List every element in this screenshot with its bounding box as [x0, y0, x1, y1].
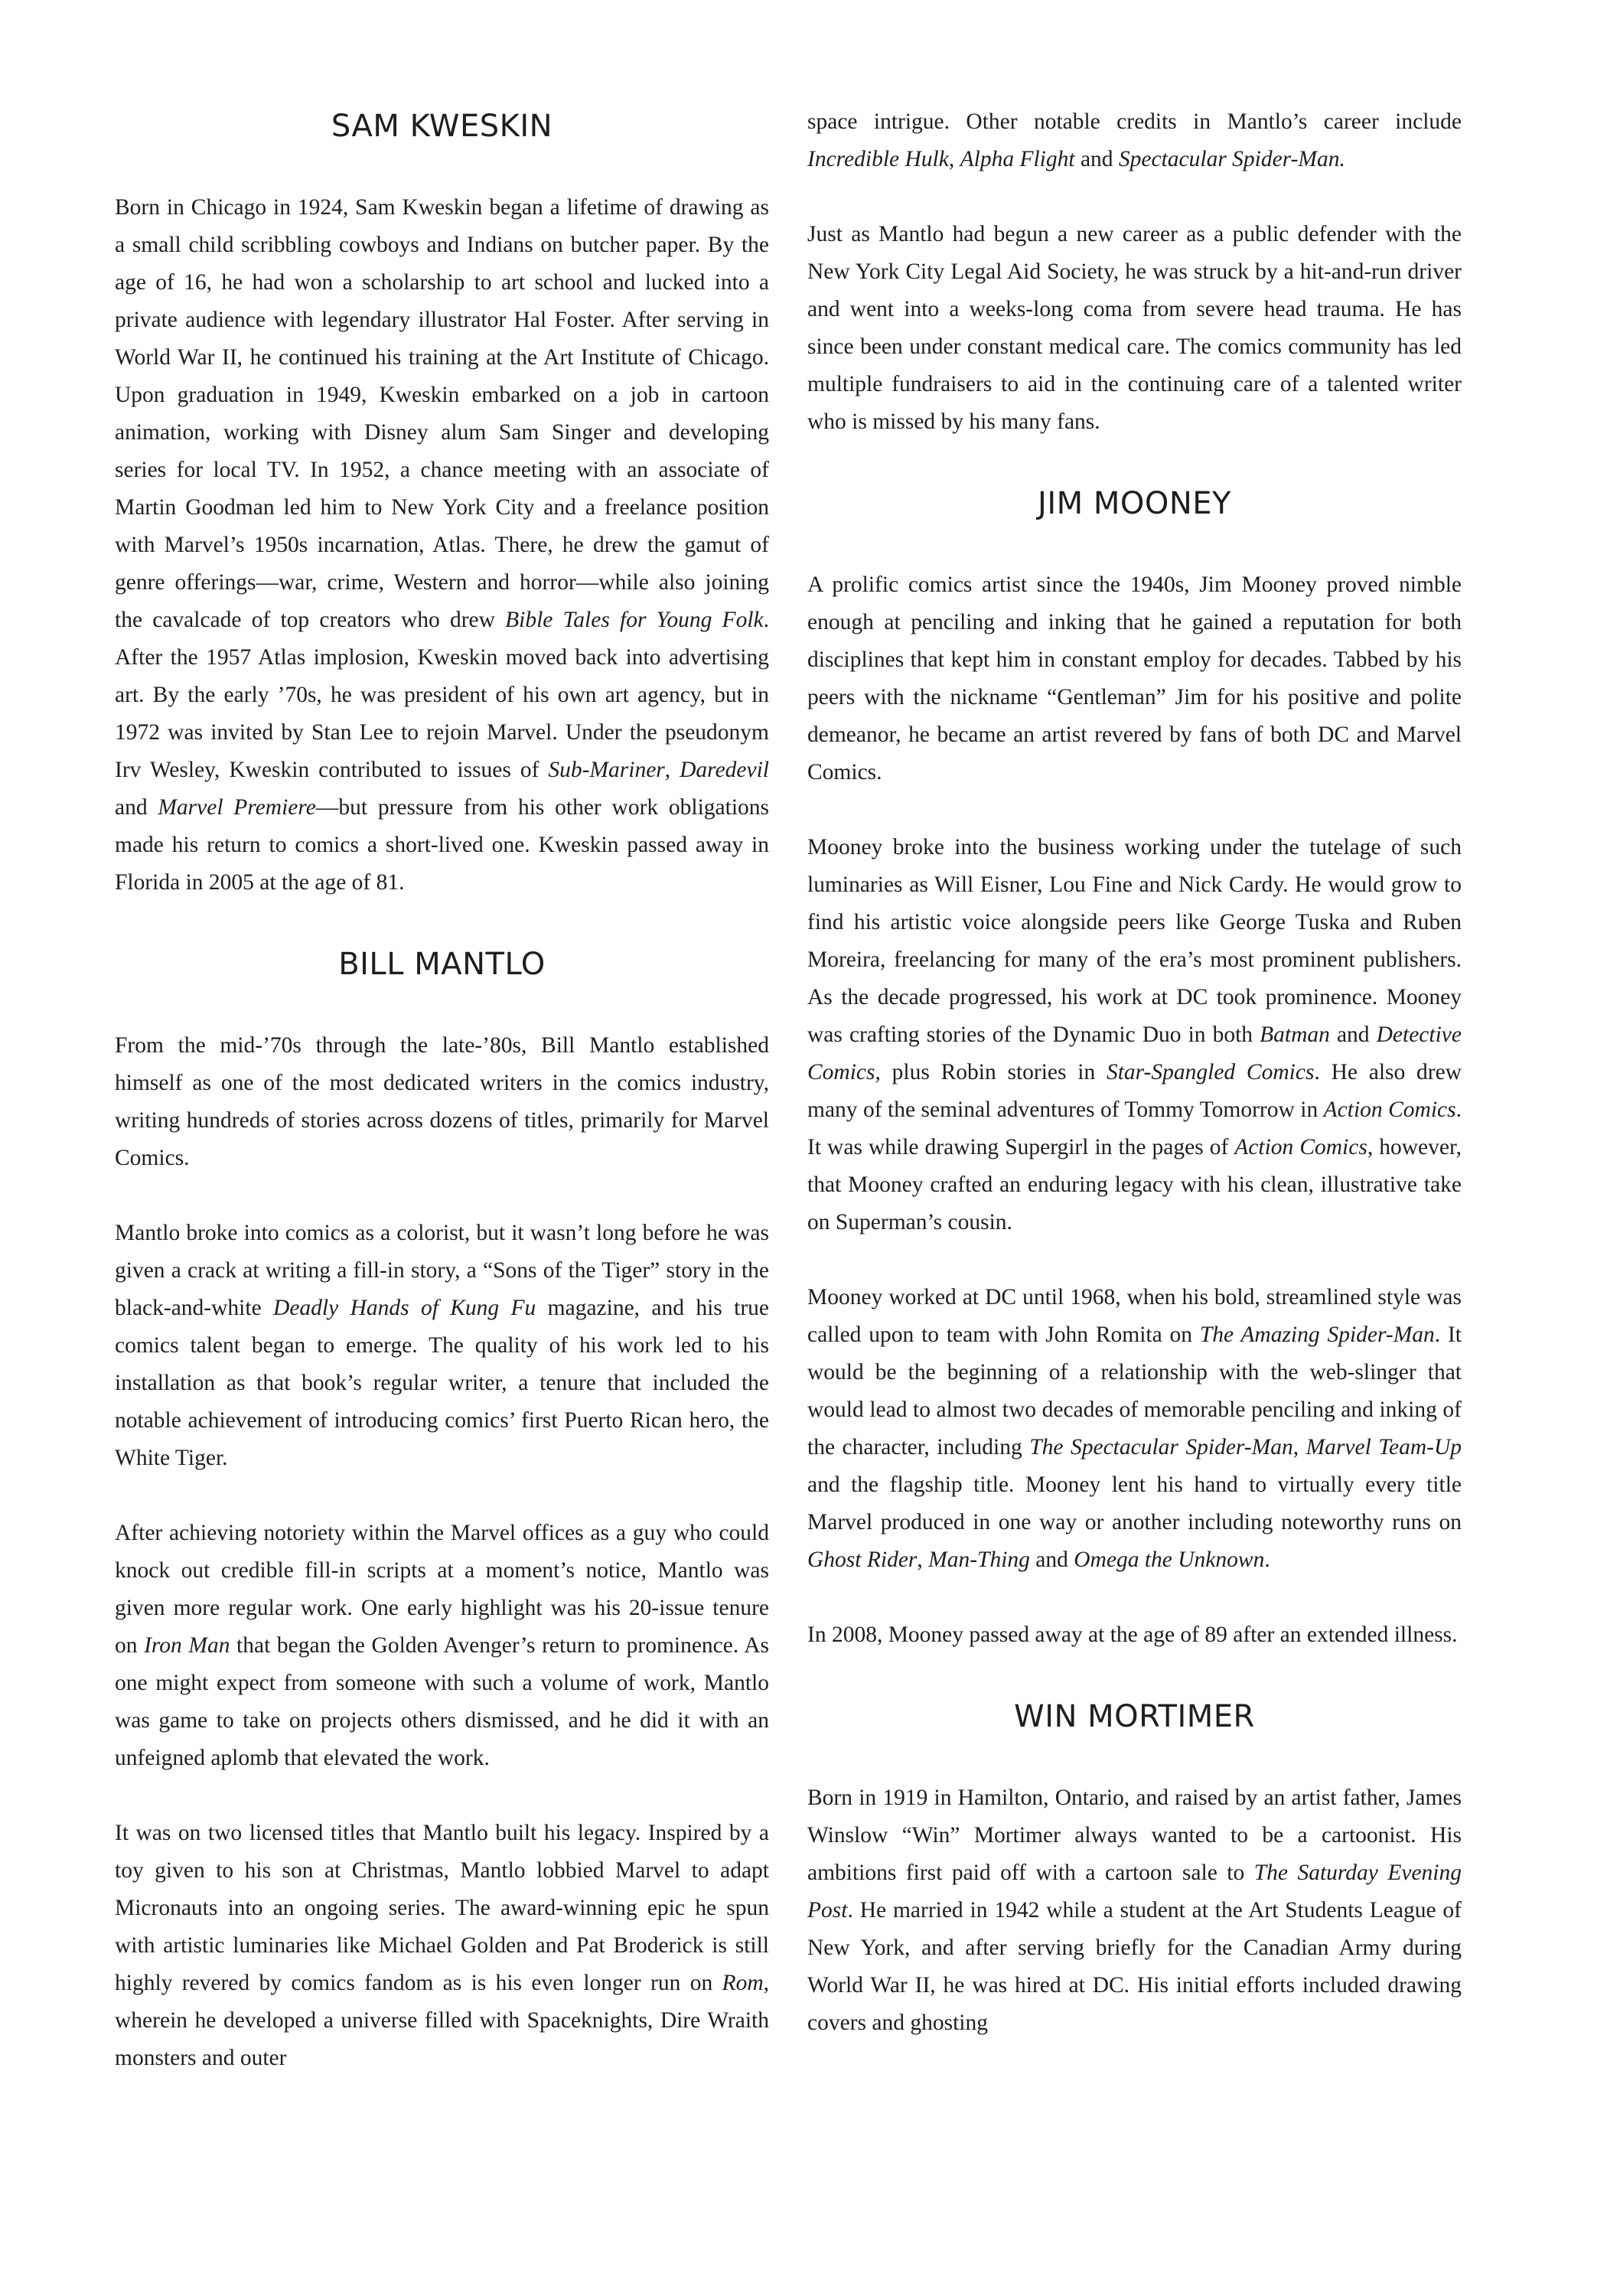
text-run: , however, that Mooney crafted an enduring legacy with his clean, illustrative take on Superman’s cousin. — [807, 1135, 1462, 1234]
paragraph — [807, 1779, 1462, 2042]
italic-title: Daredevil — [680, 758, 769, 782]
text-run: . He also drew many of the seminal adventures of Tommy Tomorrow in — [807, 1060, 1462, 1122]
italic-title: The Amazing Spider-Man — [1199, 1322, 1435, 1347]
italic-title: Marvel Premiere — [158, 795, 316, 820]
italic-title: Detective Comics — [807, 1022, 1462, 1084]
text-run: . After the 1957 Atlas implosion, Kweskin moved back into advertising art. By the early ’70s, he was president of his own art agency, but in 1972 was invited by Stan Lee to rejoin Marvel. Under the pseudonym Irv Wesley, Kweskin contributed to issues of — [115, 608, 769, 782]
text-run: , wherein he developed a universe filled with Spaceknights, Dire Wraith monsters and outer — [115, 1971, 769, 2070]
section-win-mortimer — [807, 1694, 1462, 2042]
right-column — [807, 103, 1462, 2042]
text-run: From the mid-’70s through the late-’80s, Bill Mantlo established himself as one of the most dedicated writers in the comics industry, writing hundreds of stories across dozens of titles, primarily for Marvel Comics. — [115, 1033, 769, 1170]
text-run: , — [917, 1548, 929, 1572]
text-run: , plus Robin stories in — [875, 1060, 1107, 1084]
text-run: and — [1029, 1548, 1074, 1572]
italic-title: The Spectacular Spider-Man — [1029, 1435, 1293, 1459]
text-run: , — [664, 758, 680, 782]
section-sam-kweskin — [115, 103, 769, 902]
italic-title: Spectacular Spider-Man. — [1118, 147, 1345, 171]
text-run: Mantlo broke into comics as a colorist, but it wasn’t long before he was given a crack at writing a fill-in story, a “Sons of the Tiger” story in the black-and-white — [115, 1221, 769, 1320]
text-run: Born in Chicago in 1924, Sam Kweskin began a lifetime of drawing as a small child scribbling cowboys and Indians on butcher paper. By the age of 16, he had won a scholarship to art school and lucked into a private audience with legendary illustrator Hal Foster. After serving in World War II, he continued his training at the Art Institute of Chicago. Upon graduation in 1949, Kweskin embarked on a job in cartoon animation, working with Disney alum Sam Singer and developing series for local TV. In 1952, a chance meeting with an associate of Martin Goodman led him to New York City and a freelance position with Marvel’s 1950s incarnation, Atlas. There, he drew the gamut of genre offerings—war, crime, Western and horror—while also joining the cavalcade of top creators who drew — [115, 195, 769, 632]
text-run: In 2008, Mooney passed away at the age of 89 after an extended illness. — [807, 1623, 1458, 1647]
italic-title: Iron Man — [144, 1633, 230, 1658]
text-run: . He married in 1942 while a student at the Art Students League of New York, and after serving briefly for the Canadian Army during World War II, he was hired at DC. His initial efforts included drawing covers and ghosting — [807, 1898, 1462, 2035]
text-run: , — [1292, 1435, 1306, 1459]
text-run: . It was while drawing Supergirl in the pages of — [807, 1097, 1462, 1159]
paragraph — [807, 566, 1462, 791]
section-jim-mooney — [807, 481, 1462, 1654]
italic-title: Deadly Hands of Kung Fu — [273, 1296, 536, 1320]
paragraph — [115, 1215, 769, 1477]
section-bill-mantlo — [115, 941, 769, 2077]
text-run: . — [1264, 1548, 1270, 1572]
paragraph — [807, 103, 1462, 178]
text-run: . It would be the beginning of a relationship with the web-slinger that would lead to almost two decades of memorable penciling and inking of the character, including — [807, 1322, 1462, 1459]
italic-title: Alpha Flight — [960, 147, 1075, 171]
text-run: —but pressure from his other work obligations made his return to comics a short-lived one. Kweskin passed away in Florida in 2005 at the age of 81. — [115, 795, 769, 895]
text-run: , — [948, 147, 960, 171]
text-run: Mooney broke into the business working under the tutelage of such luminaries as Will Eisner, Lou Fine and Nick Cardy. He would grow to find his artistic voice alongside peers like George Tuska and Ruben Moreira, freelancing for many of the era’s most prominent publishers. As the decade progressed, his work at DC took prominence. Mooney was crafting stories of the Dynamic Duo in both — [807, 835, 1462, 1047]
paragraph — [807, 1279, 1462, 1579]
italic-title: Man-Thing — [928, 1548, 1030, 1572]
italic-title: Action Comics — [1323, 1097, 1456, 1122]
text-run: Mooney worked at DC until 1968, when his bold, streamlined style was called upon to team with John Romita on — [807, 1285, 1462, 1347]
paragraph — [115, 1815, 769, 2077]
paragraph — [807, 829, 1462, 1241]
section-bill-mantlo-continued — [807, 103, 1462, 441]
text-run: and the flagship title. Mooney lent his hand to virtually every title Marvel produced in one way or another including noteworthy runs on — [807, 1473, 1462, 1534]
paragraph — [115, 189, 769, 902]
italic-title: Rom — [722, 1971, 764, 1995]
text-run: Born in 1919 in Hamilton, Ontario, and raised by an artist father, James Winslow “Win” Mortimer always wanted to be a cartoonist. His ambitions first paid off with a cartoon sale to — [807, 1786, 1462, 1885]
paragraph — [807, 216, 1462, 441]
paragraph — [115, 1515, 769, 1777]
text-run: and — [1329, 1022, 1377, 1047]
text-run: It was on two licensed titles that Mantlo built his legacy. Inspired by a toy given to his son at Christmas, Mantlo lobbied Marvel to adapt Micronauts into an ongoing series. The award-winning epic he spun with artistic luminaries like Michael Golden and Pat Broderick is still highly revered by comics fandom as is his even longer run on — [115, 1821, 769, 1995]
italic-title: Omega the Unknown — [1074, 1548, 1265, 1572]
section-heading: JIM MOONEY — [1038, 486, 1231, 521]
italic-title: Bible Tales for Young Folk — [505, 608, 764, 632]
text-run: and — [1074, 147, 1119, 171]
section-heading: SAM KWESKIN — [331, 109, 553, 144]
paragraph — [115, 1027, 769, 1177]
text-run: A prolific comics artist since the 1940s, Jim Mooney proved nimble enough at penciling and inking that he gained a reputation for both disciplines that kept him in constant employ for decades. Tabbed by his peers with the nickname “Gentleman” Jim for his positive and polite demeanor, he became an artist revered by fans of both DC and Marvel Comics. — [807, 572, 1462, 784]
text-run: Just as Mantlo had begun a new career as a public defender with the New York City Legal Aid Society, he was struck by a hit-and-run driver and went into a weeks-long coma from severe head trauma. He has since been under constant medical care. The comics community has led multiple fundraisers to aid in the continuing care of a talented writer who is missed by his many fans. — [807, 222, 1462, 434]
text-run: that began the Golden Avenger’s return to prominence. As one might expect from someone with such a volume of work, Mantlo was game to take on projects others dismissed, and he did it with an unfeigned aplomb that elevated the work. — [115, 1633, 769, 1770]
section-heading: BILL MANTLO — [338, 947, 546, 982]
text-run: space intrigue. Other notable credits in Mantlo’s career include — [807, 109, 1462, 134]
italic-title: Ghost Rider — [807, 1548, 918, 1572]
italic-title: The Saturday Evening Post — [807, 1861, 1462, 1923]
text-run: magazine, and his true comics talent began to emerge. The quality of his work led to his installation as that book’s regular writer, a tenure that included the notable achievement of introducing comics’ first Puerto Rican hero, the White Tiger. — [115, 1296, 769, 1470]
italic-title: Incredible Hulk — [807, 147, 949, 171]
paragraph — [807, 1616, 1462, 1654]
italic-title: Marvel Team-Up — [1305, 1435, 1462, 1459]
left-column — [115, 103, 769, 2077]
italic-title: Sub-Mariner — [548, 758, 665, 782]
text-run: After achieving notoriety within the Marvel offices as a guy who could knock out credible fill-in scripts at a moment’s notice, Mantlo was given more regular work. One early highlight was his 20-issue tenure on — [115, 1521, 769, 1658]
italic-title: Star-Spangled Comics — [1106, 1060, 1315, 1084]
italic-title: Action Comics — [1234, 1135, 1367, 1159]
text-run: and — [115, 795, 158, 820]
italic-title: Batman — [1260, 1022, 1330, 1047]
section-heading: WIN MORTIMER — [1014, 1699, 1255, 1734]
